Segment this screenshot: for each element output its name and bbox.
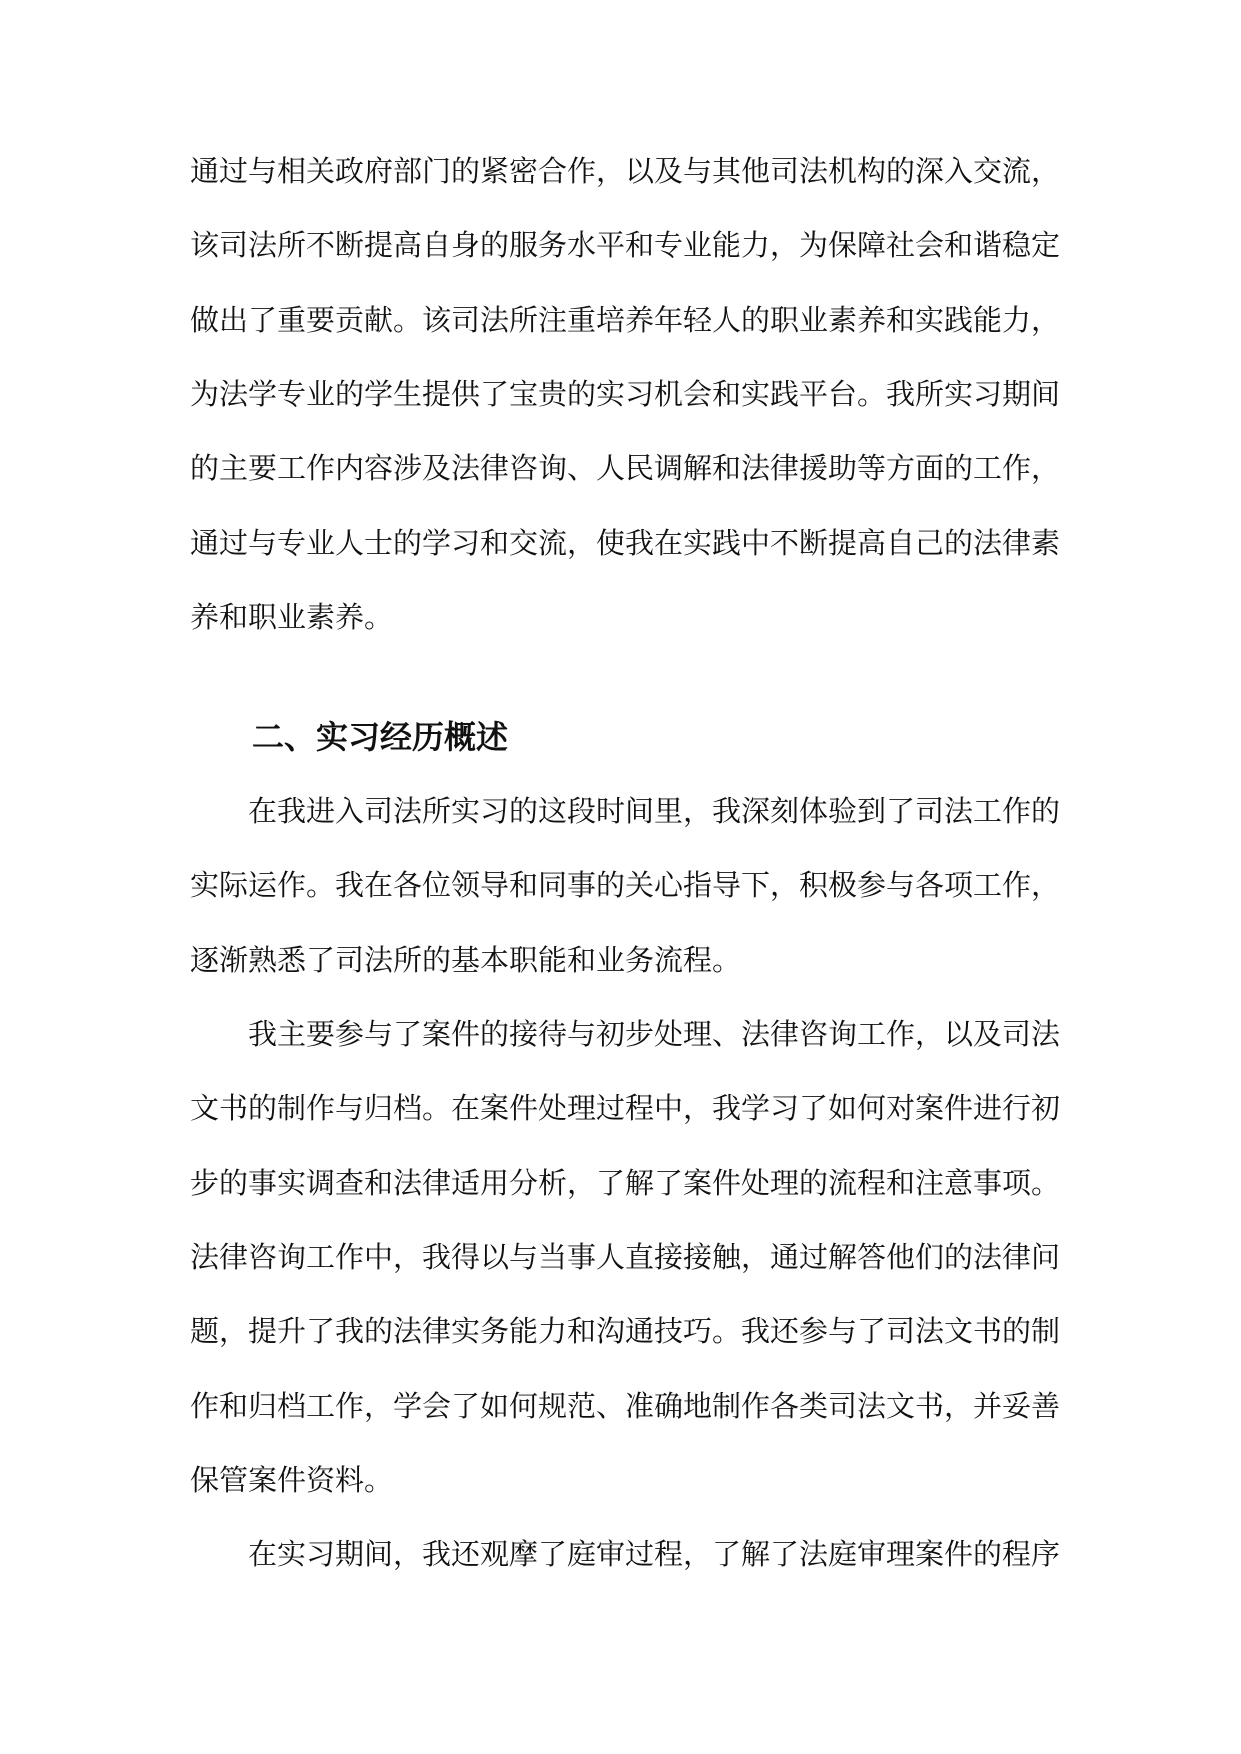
text-line: 题，提升了我的法律实务能力和沟通技巧。我还参与了司法文书的制 bbox=[190, 1314, 1061, 1348]
text-line: 养和职业素养。 bbox=[190, 600, 394, 634]
text-line: 为法学专业的学生提供了宝贵的实习机会和实践平台。我所实习期间 bbox=[190, 377, 1061, 411]
text-line: 在我进入司法所实习的这段时间里，我深刻体验到了司法工作的 bbox=[248, 794, 1061, 828]
text-line: 做出了重要贡献。该司法所注重培养年轻人的职业素养和实践能力， bbox=[190, 303, 1061, 337]
text-line: 通过与专业人士的学习和交流，使我在实践中不断提高自己的法律素 bbox=[190, 526, 1061, 560]
text-line: 保管案件资料。 bbox=[190, 1463, 394, 1497]
text-line: 我主要参与了案件的接待与初步处理、法律咨询工作，以及司法 bbox=[248, 1017, 1061, 1051]
text-line: 该司法所不断提高自身的服务水平和专业能力，为保障社会和谐稳定 bbox=[190, 228, 1061, 262]
text-line: 作和归档工作，学会了如何规范、准确地制作各类司法文书，并妥善 bbox=[190, 1389, 1061, 1423]
text-line: 实际运作。我在各位领导和同事的关心指导下，积极参与各项工作， bbox=[190, 868, 1061, 902]
text-line: 文书的制作与归档。在案件处理过程中，我学习了如何对案件进行初 bbox=[190, 1091, 1061, 1125]
text-line: 的主要工作内容涉及法律咨询、人民调解和法律援助等方面的工作， bbox=[190, 451, 1061, 485]
text-line: 在实习期间，我还观摩了庭审过程，了解了法庭审理案件的程序 bbox=[248, 1537, 1061, 1571]
text-line: 逐渐熟悉了司法所的基本职能和业务流程。 bbox=[190, 943, 742, 977]
text-line: 步的事实调查和法律适用分析，了解了案件处理的流程和注意事项。 bbox=[190, 1166, 1061, 1200]
text-line: 通过与相关政府部门的紧密合作，以及与其他司法机构的深入交流， bbox=[190, 154, 1061, 188]
text-line: 法律咨询工作中，我得以与当事人直接接触，通过解答他们的法律问 bbox=[190, 1240, 1061, 1274]
section-heading: 二、实习经历概述 bbox=[252, 718, 509, 756]
